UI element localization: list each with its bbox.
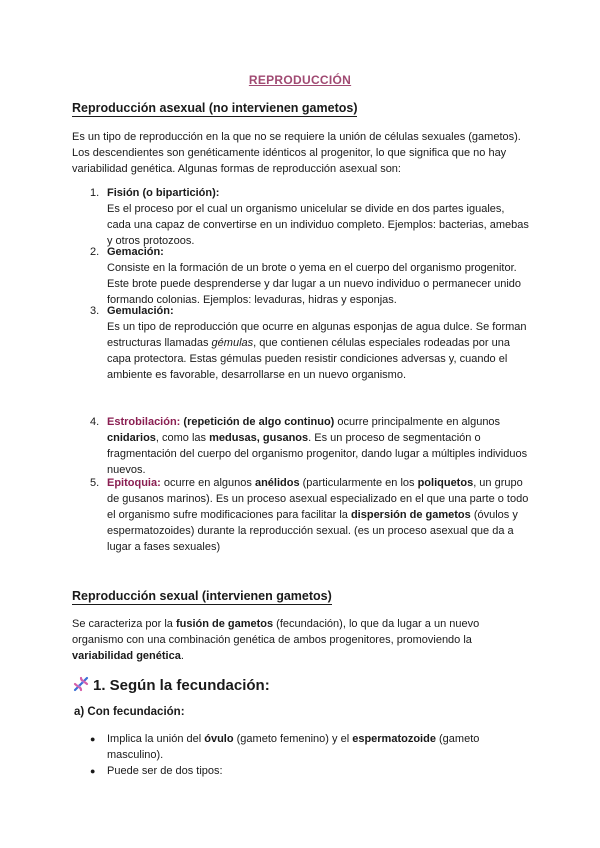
item-text: Consiste en la formación de un brote o yema en el cuerpo del organismo progenitor. Este brote puede desprenderse y dar lugar a un nuevo individuo o permanecer unido formando colonias. Ejemplos: levaduras, hidras y esponjas.	[107, 262, 521, 306]
section-fecundacion: 1. Según la fecundación:	[72, 675, 270, 695]
list-item: ● Implica la unión del óvulo (gameto femenino) y el espermatozoide (gameto masculino).	[90, 733, 480, 761]
list-number: 1.	[90, 187, 100, 199]
gemulas-term: gémulas	[211, 337, 254, 349]
list-number: 3.	[90, 305, 100, 317]
subsection-con-fecundacion: a) Con fecundación:	[74, 706, 185, 718]
item-term: Epitoquia:	[107, 477, 161, 489]
list-number: 5.	[90, 477, 100, 489]
item-term: Gemación:	[107, 246, 164, 258]
item-text: Epitoquia: ocurre en algunos anélidos (particularmente en los poliquetos, un grupo de gusanos marinos). Es un proceso asexual especializado en el que una parte o todo el organismo sufre modificaciones para facilitar la dispersión de gametos (óvulos y espermatozoides) durante la reproducción sexual. (es un proceso asexual que da a lugar a fases sexuales)	[107, 477, 529, 553]
item-text: Estrobilación: (repetición de algo continuo) ocurre principalmente en algunos cnidarios, como las medusas, gusanos. Es un proceso de segmentación o fragmentación del cuerpo del organismo progenitor, dando lugar a múltiples individuos nuevos.	[107, 416, 528, 476]
item-text: Es el proceso por el cual un organismo unicelular se divide en dos partes iguales, cada una capaz de convertirse en un individuo completo. Ejemplos: bacterias, amebas y otros protozoos.	[107, 203, 529, 247]
list-number: 2.	[90, 246, 100, 258]
bullet-icon: ●	[90, 734, 96, 744]
item-term: Gemulación:	[107, 305, 174, 317]
list-item: ● Puede ser de dos tipos:	[90, 765, 223, 777]
list-item-gemulacion	[90, 303, 530, 383]
list-item-gemacion	[90, 244, 530, 308]
page-title: REPRODUCCIÓN	[248, 73, 352, 87]
item-term: Fisión (o bipartición):	[107, 187, 220, 199]
list-item-fision	[90, 185, 530, 249]
list-item-estrobilacion	[90, 414, 530, 478]
asexual-heading: Reproducción asexual (no intervienen gametos)	[72, 101, 358, 115]
item-text: Es un tipo de reproducción que ocurre en algunas esponjas de agua dulce. Se forman estructuras llamadas gémulas, que contienen células especiales rodeadas por una capa protectora. Estas gémulas pueden resistir condiciones adversas y, cuando el ambiente es favorable, desarrollarse en un nuevo organismo.	[107, 321, 527, 381]
dna-icon	[72, 675, 90, 693]
sexual-heading: Reproducción sexual (intervienen gametos)	[72, 589, 332, 603]
list-item-epitoquia	[90, 475, 530, 555]
item-term: Estrobilación:	[107, 416, 181, 428]
sexual-intro: Se caracteriza por la fusión de gametos (fecundación), lo que da lugar a un nuevo organismo con una combinación genética de ambos progenitores, promoviendo la variabilidad genética.	[72, 618, 480, 662]
asexual-intro: Es un tipo de reproducción en la que no se requiere la unión de células sexuales (gametos). Los descendientes son genéticamente idénticos al progenitor, lo que significa que no hay variabilidad genética. Algunas formas de reproducción asexual son:	[72, 131, 521, 175]
list-number: 4.	[90, 416, 100, 428]
bullet-icon: ●	[90, 766, 96, 776]
